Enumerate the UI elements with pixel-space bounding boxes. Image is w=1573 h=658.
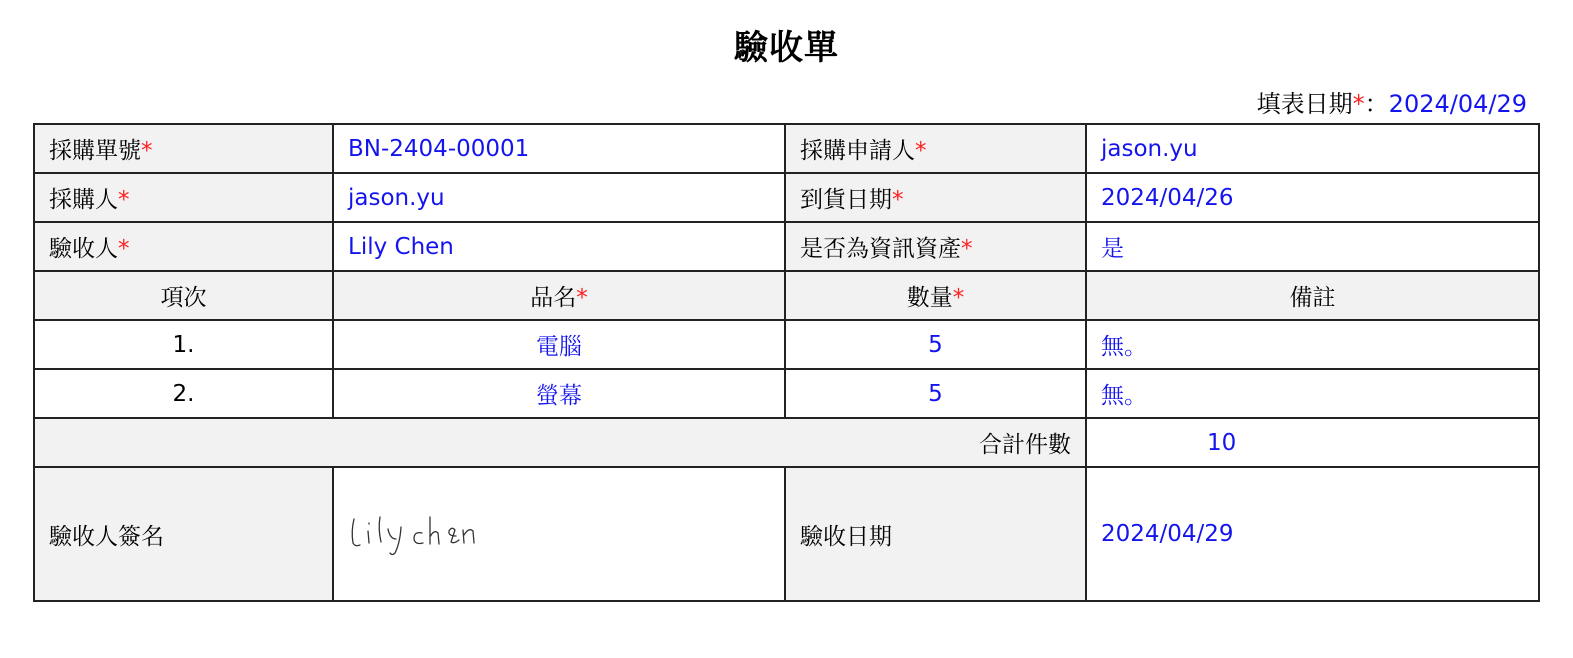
quantity-header-label: 數量 xyxy=(906,285,953,311)
item-name: 螢幕 xyxy=(333,369,785,418)
inspection-date-label: 驗收日期 xyxy=(785,467,1086,601)
quantity-header xyxy=(785,271,1086,320)
index-header: 項次 xyxy=(34,271,333,320)
po-number-label: 採購單號 xyxy=(49,138,141,164)
item-quantity: 5 xyxy=(785,320,1086,369)
item-row xyxy=(34,369,1539,418)
arrival-date-label-cell xyxy=(785,173,1086,222)
buyer-value: jason.yu xyxy=(333,173,785,222)
item-name-header-label: 品名 xyxy=(530,285,577,311)
buyer-label: 採購人 xyxy=(49,187,118,213)
fill-date-label: 填表日期 xyxy=(1256,90,1353,118)
item-quantity: 5 xyxy=(785,369,1086,418)
acceptance-form-table xyxy=(33,123,1540,602)
inspector-label: 驗收人 xyxy=(49,236,118,262)
required-mark: * xyxy=(141,138,153,164)
signature-row xyxy=(34,467,1539,601)
items-header-row xyxy=(34,271,1539,320)
page-title: 驗收單 xyxy=(734,28,839,68)
required-mark: * xyxy=(892,187,904,213)
remark-header: 備註 xyxy=(1086,271,1539,320)
po-number-label-cell xyxy=(34,124,333,173)
item-name-header xyxy=(333,271,785,320)
info-row-buyer xyxy=(34,173,1539,222)
signature-cell xyxy=(333,467,785,601)
required-mark: * xyxy=(1352,90,1365,118)
info-row-inspector xyxy=(34,222,1539,271)
required-mark: * xyxy=(576,285,588,311)
info-row-po xyxy=(34,124,1539,173)
it-asset-label-cell xyxy=(785,222,1086,271)
requester-value: jason.yu xyxy=(1086,124,1539,173)
required-mark: * xyxy=(118,236,130,262)
buyer-label-cell xyxy=(34,173,333,222)
requester-label: 採購申請人 xyxy=(800,138,915,164)
fill-date-separator: ： xyxy=(1364,90,1389,118)
handwritten-signature xyxy=(348,509,488,559)
fill-date xyxy=(1257,84,1527,119)
total-value: 10 xyxy=(1207,429,1237,456)
total-value-cell xyxy=(1086,418,1539,467)
item-remark: 無。 xyxy=(1086,369,1539,418)
arrival-date-value: 2024/04/26 xyxy=(1086,173,1539,222)
required-mark: * xyxy=(915,138,927,164)
required-mark: * xyxy=(952,285,965,311)
inspector-value: Lily Chen xyxy=(333,222,785,271)
total-row xyxy=(34,418,1539,467)
it-asset-value: 是 xyxy=(1086,222,1539,271)
it-asset-label: 是否為資訊資產 xyxy=(800,236,961,262)
fill-date-value: 2024/04/29 xyxy=(1388,90,1527,118)
arrival-date-label: 到貨日期 xyxy=(800,187,892,213)
required-mark: * xyxy=(961,236,973,262)
item-index: 1. xyxy=(34,320,333,369)
total-label: 合計件數 xyxy=(34,418,1086,467)
item-row xyxy=(34,320,1539,369)
item-index: 2. xyxy=(34,369,333,418)
inspection-date-value: 2024/04/29 xyxy=(1086,467,1539,601)
requester-label-cell xyxy=(785,124,1086,173)
inspector-label-cell xyxy=(34,222,333,271)
item-name: 電腦 xyxy=(333,320,785,369)
po-number-value: BN-2404-00001 xyxy=(333,124,785,173)
required-mark: * xyxy=(118,187,130,213)
item-remark: 無。 xyxy=(1086,320,1539,369)
signature-label: 驗收人簽名 xyxy=(34,467,333,601)
